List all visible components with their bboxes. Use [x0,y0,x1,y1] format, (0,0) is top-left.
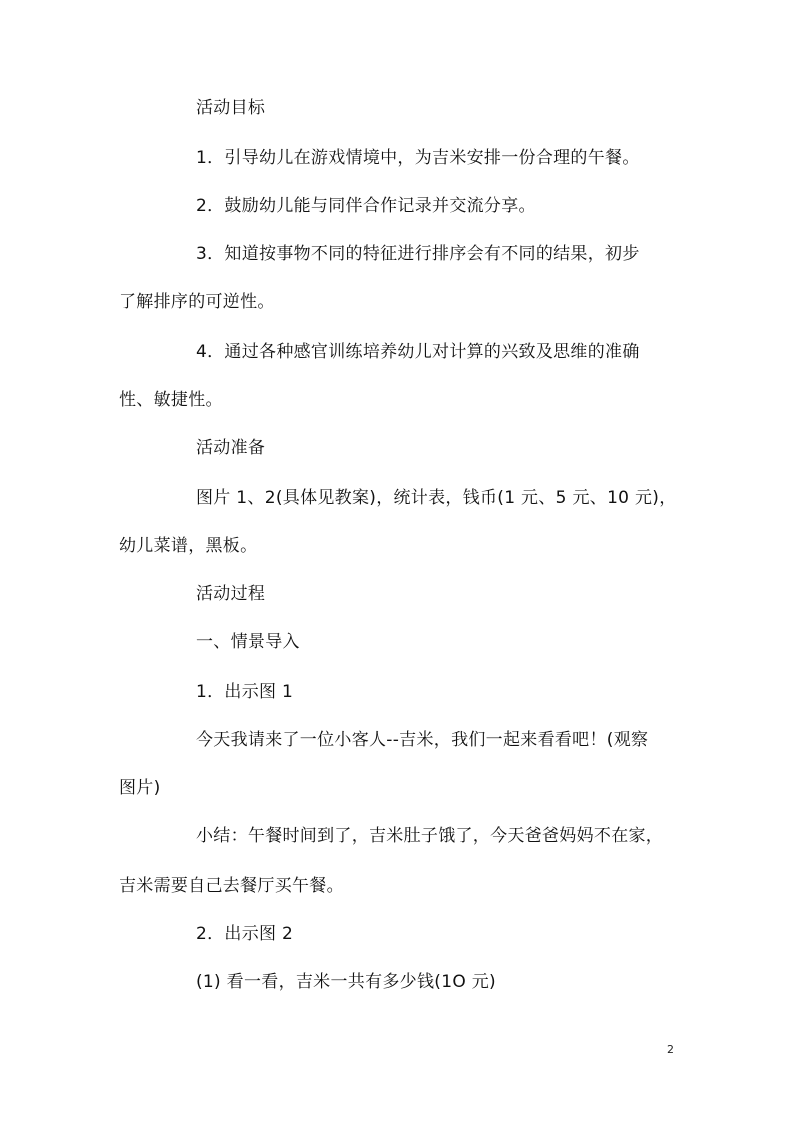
preparation-materials: 图片 1、2(具体见教案)，统计表，钱币(1 元、5 元、10 元)， [196,488,677,508]
goal-item-2: 2．鼓励幼儿能与同伴合作记录并交流分享。 [196,196,536,216]
step-show-picture-1: 1．出示图 1 [196,682,294,702]
preparation-materials-continued: 幼儿菜谱，黑板。 [119,536,258,556]
goal-item-4-continued: 性、敏捷性。 [119,390,223,410]
question-1: (1) 看一看，吉米一共有多少钱(1O 元) [196,972,496,992]
intro-paragraph-continued: 图片) [119,778,161,798]
goal-item-4: 4．通过各种感官训练培养幼儿对计算的兴致及思维的准确 [196,342,640,362]
summary-paragraph-continued: 吉米需要自己去餐厅买午餐。 [119,876,344,896]
summary-paragraph: 小结：午餐时间到了，吉米肚子饿了，今天爸爸妈妈不在家， [196,826,664,846]
section-scene-introduction: 一、情景导入 [196,632,300,652]
heading-activity-preparation: 活动准备 [196,438,266,458]
step-show-picture-2: 2．出示图 2 [196,924,294,944]
goal-item-1: 1．引导幼儿在游戏情境中，为吉米安排一份合理的午餐。 [196,148,640,168]
heading-activity-goals: 活动目标 [196,98,266,118]
goal-item-3-continued: 了解排序的可逆性。 [119,292,275,312]
intro-paragraph: 今天我请来了一位小客人--吉米，我们一起来看看吧！(观察 [196,730,649,750]
page-number: 2 [667,1043,674,1056]
goal-item-3: 3．知道按事物不同的特征进行排序会有不同的结果，初步 [196,244,640,264]
heading-activity-process: 活动过程 [196,584,266,604]
